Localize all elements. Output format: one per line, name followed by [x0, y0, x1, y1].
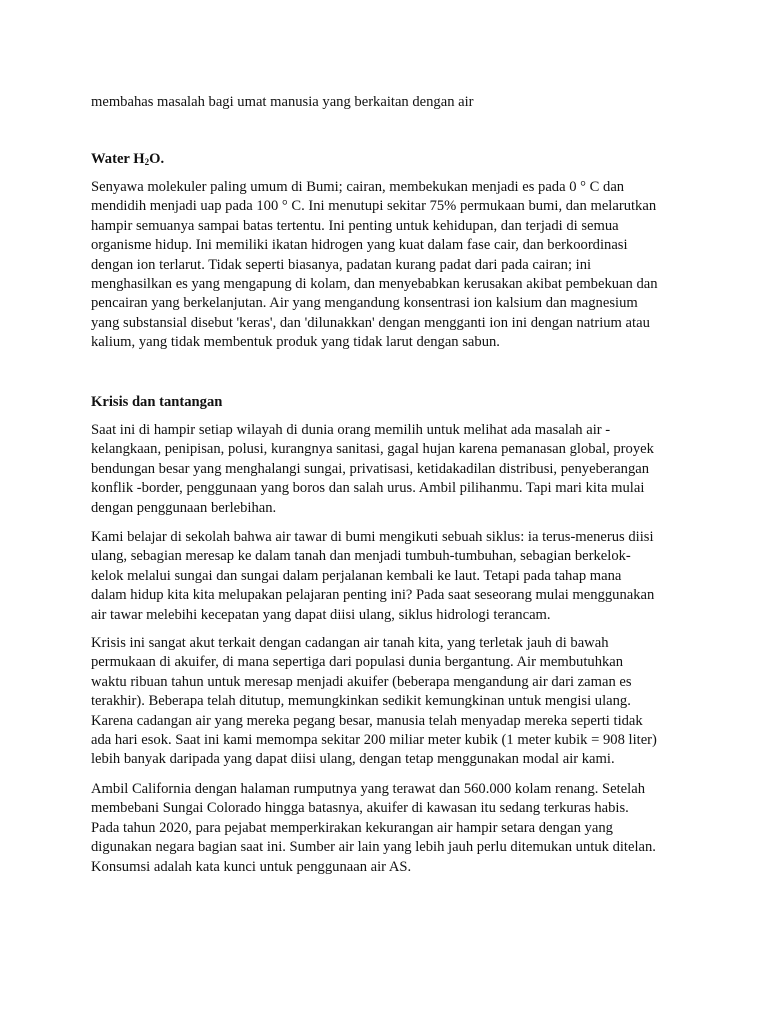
paragraph-line: Saat ini di hampir setiap wilayah di dunia orang memilih untuk melihat ada masalah air -: [91, 422, 611, 438]
paragraph-line: membebani Sungai Colorado hingga batasnya, akuifer di kawasan itu sedang terkuras habis.: [91, 800, 629, 817]
water-heading-subscript: 2: [144, 157, 150, 167]
paragraph-line: menghasilkan es yang mengapung di kolam, dan menyebabkan kerusakan akibat pembekuan dan: [91, 276, 658, 293]
paragraph-line: Krisis ini sangat akut terkait dengan cadangan air tanah kita, yang terletak jauh di bawah: [91, 635, 609, 651]
crisis-paragraph-4: [91, 780, 691, 877]
paragraph-line: Pada tahun 2020, para pejabat memperkirakan kekurangan air hampir setara dengan yang: [91, 819, 613, 836]
water-heading-pre: Water H: [91, 151, 145, 167]
water-heading-post: O.: [149, 151, 165, 167]
crisis-paragraph-2: [91, 528, 691, 625]
crisis-paragraph-3: [91, 634, 691, 770]
paragraph-line: kelok melalui sungai dan sungai dalam perjalanan kembali ke laut. Tetapi pada tahap mana: [91, 567, 622, 584]
paragraph-line: dalam hidup kita kita melupakan pelajaran penting ini? Pada saat seseorang mulai menggunakan: [91, 587, 655, 604]
paragraph-line: Karena cadangan air yang mereka pegang besar, manusia telah menyadap mereka seperti tidak: [91, 712, 643, 729]
paragraph-line: ulang, sebagian meresap ke dalam tanah dan menjadi tumbuh-tumbuhan, sebagian berkelok-: [91, 548, 631, 565]
paragraph-line: kalium, yang tidak membentuk produk yang tidak larut dengan sabun.: [91, 334, 500, 351]
paragraph-line: ada hari esok. Saat ini kami memompa sekitar 200 miliar meter kubik (1 meter kubik = 908 liter): [91, 732, 657, 749]
paragraph-line: mendidih menjadi uap pada 100 ° C. Ini menutupi sekitar 75% permukaan bumi, dan melarutkan: [91, 198, 657, 215]
paragraph-line: Kami belajar di sekolah bahwa air tawar di bumi mengikuti sebuah siklus: ia terus-menerus diisi: [91, 529, 654, 545]
paragraph-line: permukaan di akuifer, di mana sepertiga dari populasi dunia bergantung. Air membutuhkan: [91, 654, 624, 671]
paragraph-line: Konsumsi adalah kata kunci untuk penggunaan air AS.: [91, 858, 412, 875]
crisis-paragraph-1: [91, 421, 691, 518]
paragraph-line: digunakan negara bagian saat ini. Sumber air lain yang lebih jauh perlu ditemukan untuk ditelan.: [91, 839, 656, 856]
crisis-heading: Krisis dan tantangan: [91, 394, 223, 410]
intro-line: membahas masalah bagi umat manusia yang berkaitan dengan air: [91, 94, 474, 110]
paragraph-line: konflik -border, penggunaan yang boros dan salah urus. Ambil pilihanmu. Tapi mari kita mulai: [91, 480, 645, 497]
paragraph-line: Senyawa molekuler paling umum di Bumi; cairan, membekukan menjadi es pada 0 ° C dan: [91, 179, 625, 195]
paragraph-line: air tawar melebihi kecepatan yang dapat diisi ulang, siklus hidrologi terancam.: [91, 606, 551, 623]
paragraph-line: bendungan besar yang menghalangi sungai, privatisasi, ketidakadilan distribusi, penyeberangan: [91, 460, 650, 477]
paragraph-line: terakhir). Beberapa telah ditutup, memungkinkan sedikit kemungkinan untuk mengisi ulang.: [91, 693, 631, 710]
water-paragraph: [91, 178, 691, 353]
paragraph-line: lebih banyak daripada yang dapat diisi ulang, dengan tetap menggunakan modal air kami.: [91, 751, 615, 768]
paragraph-line: dengan ion terlarut. Tidak seperti biasanya, padatan kurang padat dari pada cairan; ini: [91, 256, 592, 273]
paragraph-line: Ambil California dengan halaman rumputnya yang terawat dan 560.000 kolam renang. Setelah: [91, 781, 645, 797]
paragraph-line: pencairan yang berkelanjutan. Air yang mengandung konsentrasi ion kalsium dan magnesium: [91, 295, 638, 312]
paragraph-line: yang substansial disebut 'keras', dan 'dilunakkan' dengan mengganti ion ini dengan natrium atau: [91, 314, 650, 331]
paragraph-line: waktu ribuan tahun untuk meresap menjadi akuifer (beberapa mengandung air dari zaman es: [91, 673, 632, 690]
paragraph-line: kelangkaan, penipisan, polusi, kurangnya sanitasi, gagal hujan karena pemanasan global, proyek: [91, 441, 654, 458]
paragraph-line: hampir semuanya sampai batas tertentu. Ini penting untuk kehidupan, dan terjadi di semua: [91, 217, 619, 234]
paragraph-line: organisme hidup. Ini memiliki ikatan hidrogen yang kuat dalam fase cair, dan berkoordinasi: [91, 237, 628, 254]
paragraph-line: dengan penggunaan berlebihan.: [91, 499, 277, 516]
water-heading: [91, 149, 164, 169]
